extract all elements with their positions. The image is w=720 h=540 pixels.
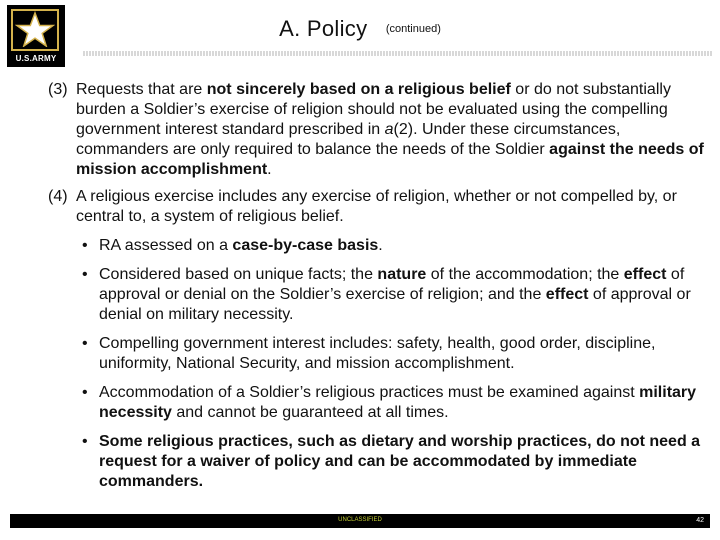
bullet-item	[82, 236, 709, 256]
paragraph-number: (3)	[48, 81, 68, 98]
bullet-text: Considered based on unique facts; the nature of the accommodation; the effect of approval or denial on the Soldier’s exercise of religion; and the effect of approval or denial on military necessity.	[99, 266, 691, 323]
bullet-icon: •	[82, 335, 88, 352]
bullet-icon: •	[82, 433, 88, 450]
paragraph-4	[48, 187, 716, 227]
paragraph-number: (4)	[48, 188, 68, 205]
slide-title: A. Policy	[279, 16, 368, 41]
paragraph-3	[48, 80, 716, 180]
page-number: 42	[696, 517, 704, 524]
classification-label: UNCLASSIFIED	[338, 517, 382, 523]
bullet-item	[82, 432, 709, 492]
logo-text: U.S.ARMY	[15, 54, 57, 63]
bullet-text: RA assessed on a case-by-case basis.	[99, 237, 383, 254]
bullet-icon: •	[82, 237, 88, 254]
slide-header	[0, 16, 720, 42]
bullet-item	[82, 334, 709, 374]
paragraph-text: Requests that are not sincerely based on a religious belief or do not substantially burden a Soldier’s exercise of religion should not be evaluated using the compelling government interest standard prescribed in a(2). Under these circumstances, commanders are only required to balance the needs of the Soldier against the needs of mission accomplishment.	[76, 81, 704, 178]
bullet-text: Some religious practices, such as dietary and worship practices, do not need a request for a waiver of policy and can be accommodated by immediate commanders.	[99, 433, 701, 490]
bullet-text: Compelling government interest includes: safety, health, good order, discipline, uniformity, National Security, and mission accomplishment.	[99, 335, 656, 372]
bullet-icon: •	[82, 266, 88, 283]
bullet-item	[82, 383, 709, 423]
bullet-icon: •	[82, 384, 88, 401]
bullet-text: Accommodation of a Soldier’s religious practices must be examined against military necessity and cannot be guaranteed at all times.	[99, 384, 697, 421]
slide-subtitle: (continued)	[385, 23, 441, 35]
footer-bar	[10, 514, 710, 528]
header-divider	[83, 51, 712, 56]
bullet-item	[82, 265, 709, 325]
paragraph-text: A religious exercise includes any exercise of religion, whether or not compelled by, or central to, a system of religious belief.	[76, 188, 677, 225]
